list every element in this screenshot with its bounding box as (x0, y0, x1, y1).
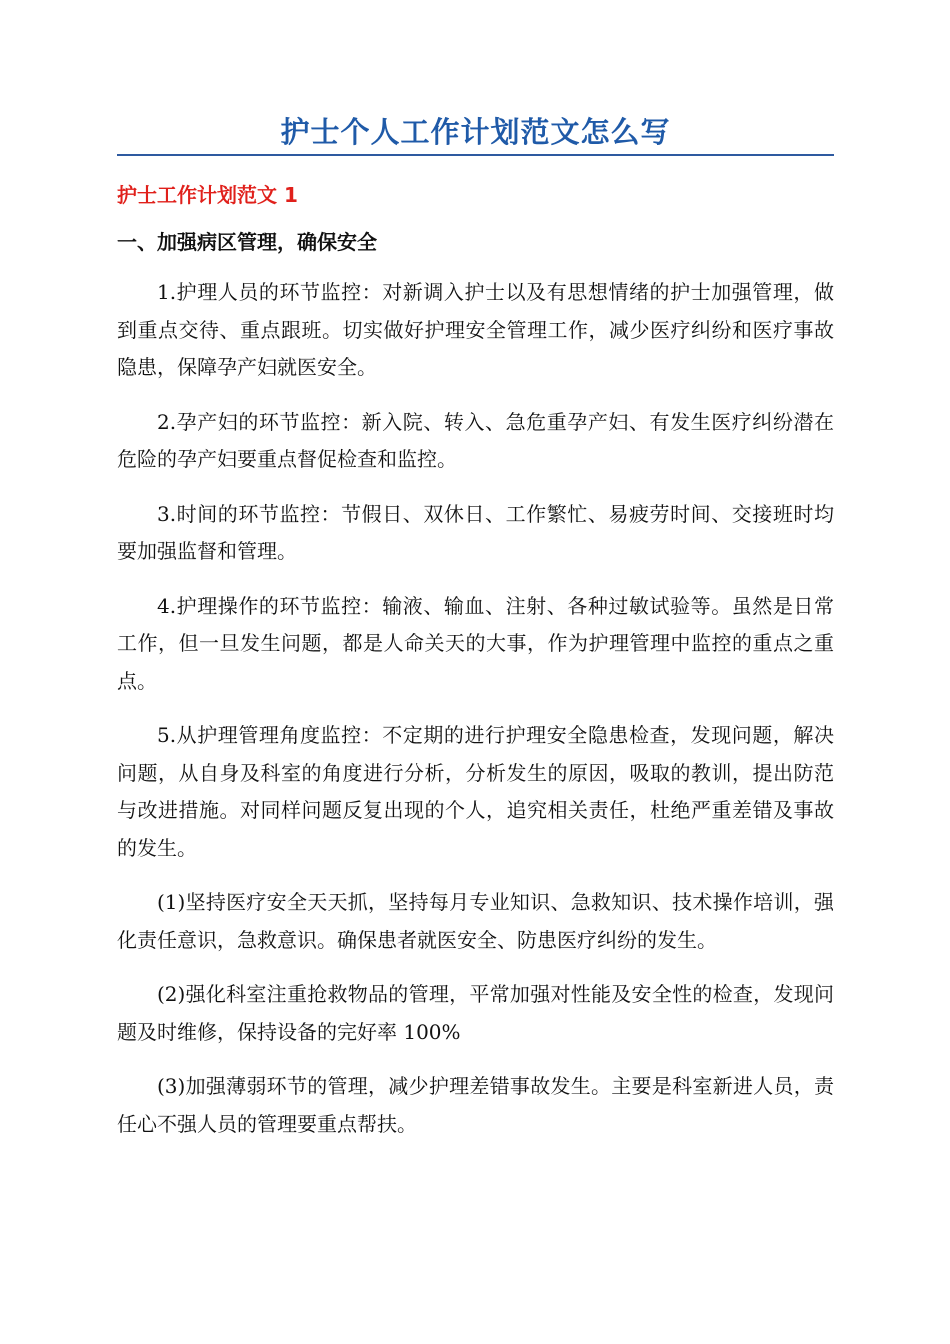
paragraph-7: (2)强化科室注重抢救物品的管理，平常加强对性能及安全性的检查，发现问题及时维修，保持设备的完好率 100% (117, 982, 834, 1044)
sub-heading: 一、加强病区管理，确保安全 (117, 230, 377, 254)
paragraph-4: 4.护理操作的环节监控：输液、输血、注射、各种过敏试验等。虽然是日常工作，但一旦发生问题，都是人命关天的大事，作为护理管理中监控的重点之重点。 (117, 593, 834, 693)
paragraph-1: 1.护理人员的环节监控：对新调入护士以及有思想情绪的护士加强管理，做到重点交待、重点跟班。切实做好护理安全管理工作，减少医疗纠纷和医疗事故隐患，保障孕产妇就医安全。 (117, 280, 834, 379)
paragraph-2: 2.孕产妇的环节监控：新入院、转入、急危重孕产妇、有发生医疗纠纷潜在危险的孕产妇要重点督促检查和监控。 (117, 409, 834, 471)
paragraph-8: (3)加强薄弱环节的管理，减少护理差错事故发生。主要是科室新进人员，责任心不强人员的管理要重点帮扶。 (117, 1074, 834, 1136)
section-heading: 护士工作计划范文 1 (117, 183, 298, 207)
paragraph-5: 5.从护理管理角度监控：不定期的进行护理安全隐患检查，发现问题，解决问题，从自身及科室的角度进行分析，分析发生的原因，吸取的教训，提出防范与改进措施。对同样问题反复出现的个人，追究相关责任，杜绝严重差错及事故的发生。 (117, 723, 834, 860)
document-title: 护士个人工作计划范文怎么写 (280, 115, 671, 149)
paragraph-6: (1)坚持医疗安全天天抓，坚持每月专业知识、急救知识、技术操作培训，强化责任意识，急救意识。确保患者就医安全、防患医疗纠纷的发生。 (117, 890, 834, 952)
document-page (117, 112, 834, 1160)
paragraph-3: 3.时间的环节监控：节假日、双休日、工作繁忙、易疲劳时间、交接班时均要加强监督和管理。 (117, 501, 834, 563)
title-underline (117, 154, 834, 156)
